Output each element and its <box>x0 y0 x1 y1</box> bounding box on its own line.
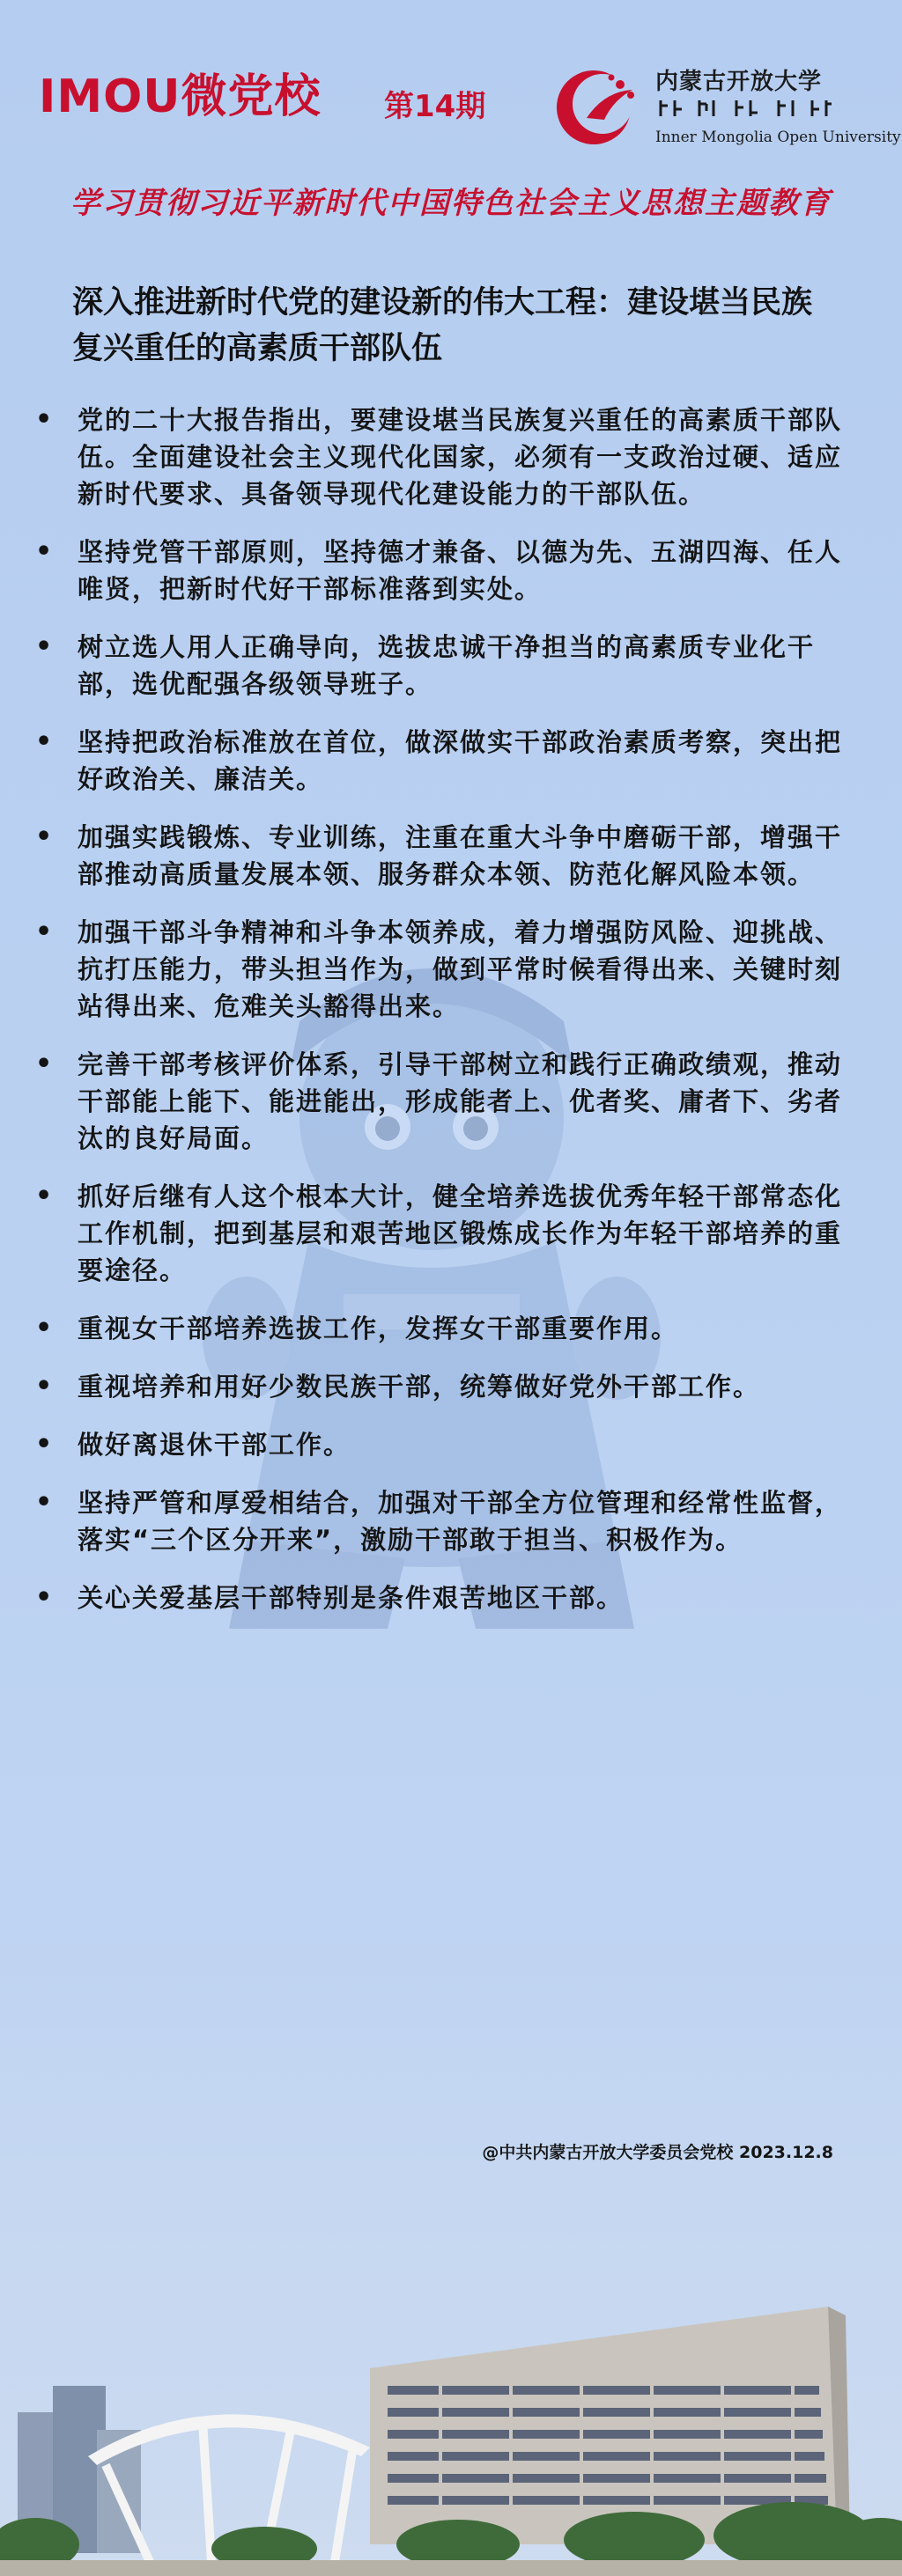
theme-slogan: 学习贯彻习近平新时代中国特色社会主义思想主题教育 <box>70 186 832 221</box>
article-title: 深入推进新时代党的建设新的伟大工程：建设堪当民族复兴重任的高素质干部队伍 <box>72 285 813 366</box>
bullet-icon: • <box>35 1582 55 1613</box>
bullet-icon: • <box>35 1049 55 1079</box>
bullet-list <box>30 401 849 1638</box>
bullet-icon: • <box>35 631 55 662</box>
bullet-icon: • <box>35 404 55 435</box>
list-item-text: 坚持把政治标准放在首位，做深做实干部政治素质考察，突出把好政治关、廉洁关。 <box>78 727 843 794</box>
list-item <box>30 1046 849 1157</box>
list-item-text: 加强实践锻炼、专业训练，注重在重大斗争中磨砺干部，增强干部推动高质量发展本领、服务群众本领、防范化解风险本领。 <box>78 822 843 889</box>
list-item <box>30 629 849 703</box>
university-logo-icon <box>551 65 650 150</box>
university-name-en: Inner Mongolia Open University <box>655 129 901 146</box>
list-item-text: 坚持党管干部原则，坚持德才兼备、以德为先、五湖四海、任人唯贤，把新时代好干部标准落到实处。 <box>78 537 843 604</box>
bullet-icon: • <box>35 916 55 947</box>
list-item-text: 抓好后继有人这个根本大计，健全培养选拔优秀年轻干部常态化工作机制，把到基层和艰苦地区锻炼成长作为年轻干部培养的重要途径。 <box>78 1181 843 1285</box>
list-item-text: 树立选人用人正确导向，选拔忠诚干净担当的高素质专业化干部，选优配强各级领导班子。 <box>78 632 816 699</box>
bullet-icon: • <box>35 1487 55 1518</box>
brand-title: IMOU微党校 <box>39 70 322 123</box>
list-item <box>30 401 849 512</box>
list-item-text: 加强干部斗争精神和斗争本领养成，着力增强防风险、迎挑战、抗打压能力，带头担当作为，做到平常时候看得出来、关键时刻站得出来、危难关头豁得出来。 <box>78 917 843 1021</box>
list-item <box>30 1484 849 1558</box>
university-name-cn: 内蒙古开放大学 <box>655 69 823 95</box>
list-item <box>30 724 849 798</box>
list-item-text: 重视培养和用好少数民族干部，统筹做好党外干部工作。 <box>78 1372 761 1402</box>
list-item <box>30 1310 849 1347</box>
list-item <box>30 914 849 1025</box>
bullet-icon: • <box>35 1181 55 1211</box>
bullet-icon: • <box>35 536 55 567</box>
list-item <box>30 1579 849 1616</box>
issue-number: 第14期 <box>384 89 486 124</box>
list-item <box>30 1426 849 1463</box>
list-item <box>30 1178 849 1289</box>
bullet-icon: • <box>35 821 55 852</box>
list-item-text: 党的二十大报告指出，要建设堪当民族复兴重任的高素质干部队伍。全面建设社会主义现代化国家，必须有一支政治过硬、适应新时代要求、具备领导现代化建设能力的干部队伍。 <box>78 405 843 509</box>
bullet-icon: • <box>35 1313 55 1343</box>
list-item <box>30 1368 849 1405</box>
campus-building-image <box>0 2280 902 2576</box>
mongolian-script-icon <box>655 97 837 120</box>
bullet-icon: • <box>35 1371 55 1402</box>
list-item-text: 坚持严管和厚爱相结合，加强对干部全方位管理和经常性监督，落实“三个区分开来”，激励干部敢于担当、积极作为。 <box>78 1488 843 1555</box>
list-item-text: 重视女干部培养选拔工作，发挥女干部重要作用。 <box>78 1314 679 1343</box>
list-item-text: 关心关爱基层干部特别是条件艰苦地区干部。 <box>78 1583 625 1613</box>
list-item <box>30 534 849 607</box>
bullet-icon: • <box>35 1429 55 1460</box>
list-item-text: 做好离退休干部工作。 <box>78 1430 351 1460</box>
bullet-icon: • <box>35 726 55 757</box>
list-item-text: 完善干部考核评价体系，引导干部树立和践行正确政绩观，推动干部能上能下、能进能出，形成能者上、优者奖、庸者下、劣者汰的良好局面。 <box>78 1049 843 1153</box>
footer-credit: @中共内蒙古开放大学委员会党校 2023.12.8 <box>482 2143 833 2162</box>
list-item <box>30 819 849 893</box>
